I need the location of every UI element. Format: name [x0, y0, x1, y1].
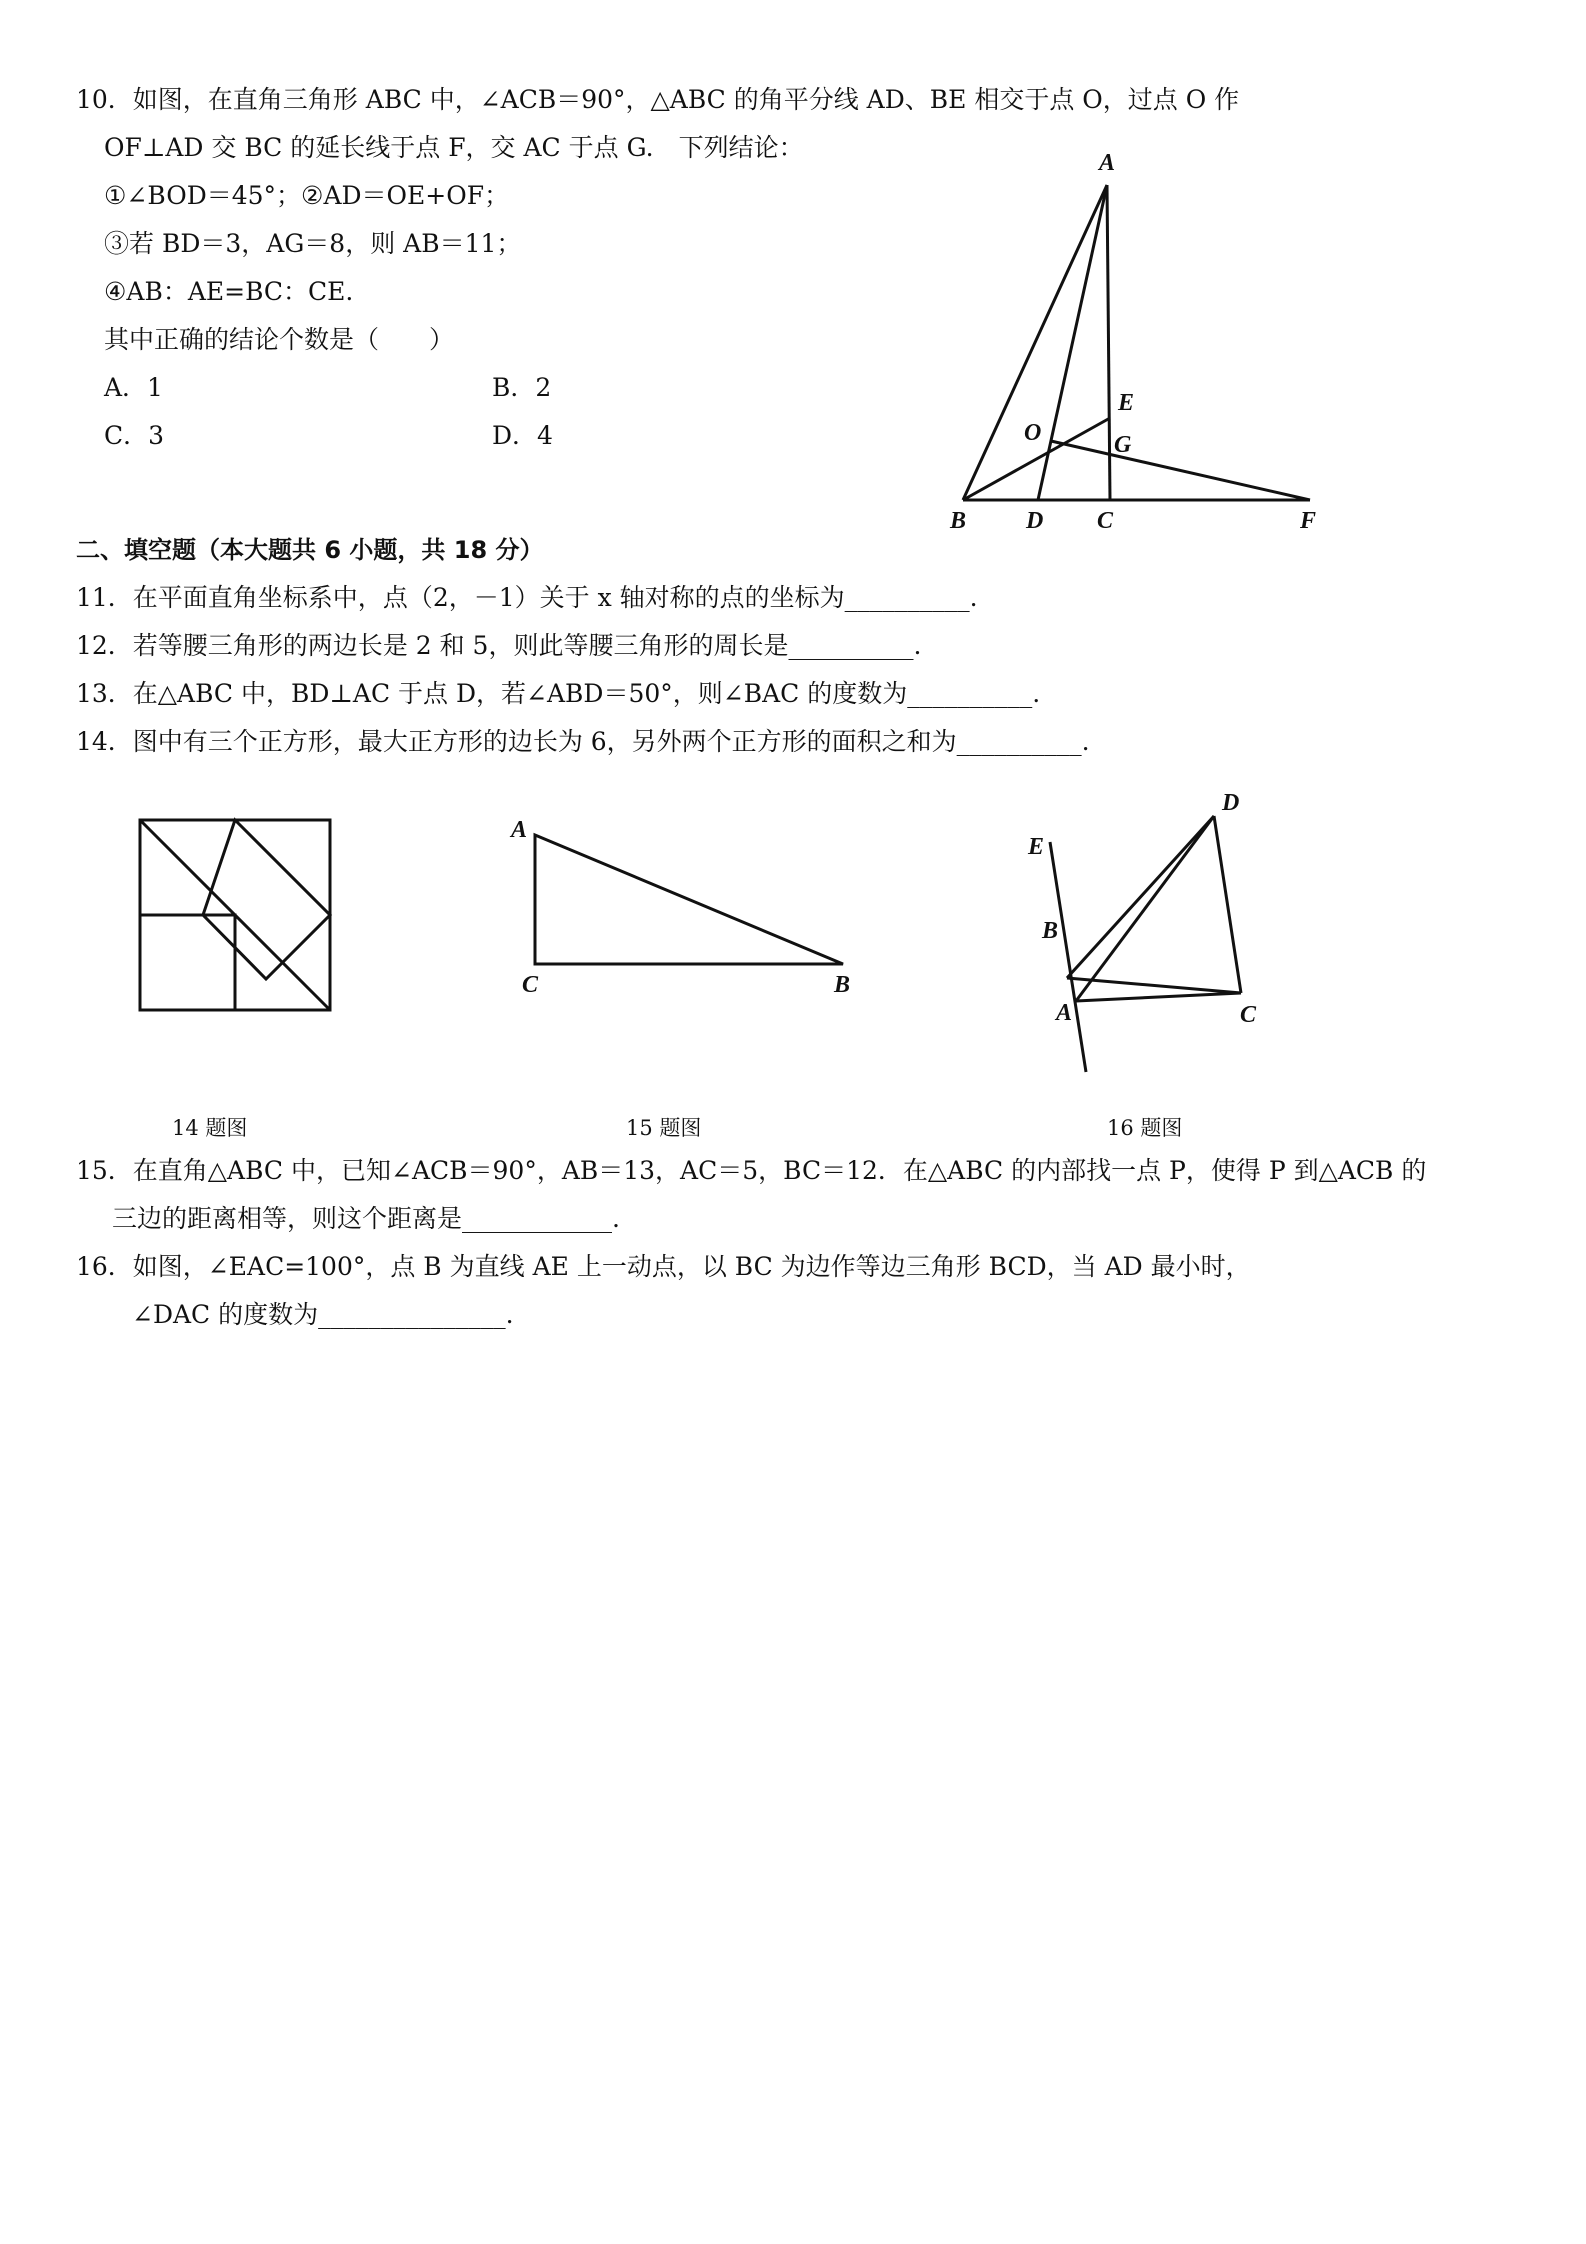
q10-label-c: C — [1097, 508, 1114, 534]
q10-label-f: F — [1300, 508, 1317, 534]
fig15-label-b: B — [834, 972, 851, 998]
fig16-label-a: A — [1056, 1000, 1073, 1026]
q10-label-g: G — [1114, 432, 1132, 458]
fig16-segment-AC — [1076, 993, 1241, 1001]
q10-label-o: O — [1024, 420, 1042, 446]
section-2-title: 二、填空题（本大题共 6 小题，共 18 分） — [76, 536, 544, 564]
q10-question: 其中正确的结论个数是（ ） — [104, 325, 455, 354]
fig15-caption: 15 题图 — [626, 1116, 702, 1140]
fig14-tilted-square — [203, 820, 330, 979]
fig16-label-d: D — [1222, 790, 1240, 816]
fig16-label-b: B — [1042, 918, 1059, 944]
q10-line1: 10．如图，在直角三角形 ABC 中，∠ACB＝90°，△ABC 的角平分线 AD、BE 相交于点 O，过点 O 作 — [76, 85, 1240, 114]
fig15-label-a: A — [511, 817, 528, 843]
q10-line2: OF⊥AD 交 BC 的延长线于点 F，交 AC 于点 G. 下列结论： — [104, 133, 804, 162]
fig14-caption: 14 题图 — [172, 1116, 248, 1140]
fig14-lower-square — [140, 915, 235, 1010]
q10-conclusion-3: ③若 BD＝3，AG＝8，则 AB＝11； — [104, 229, 522, 258]
q10-option-d: D．4 — [492, 421, 553, 450]
q10-segment-OF — [1051, 441, 1310, 500]
q10-figure — [0, 0, 1586, 560]
q16-line1: 16．如图，∠EAC=100°，点 B 为直线 AE 上一动点，以 BC 为边作等边三角形 BCD，当 AD 最小时， — [76, 1252, 1251, 1281]
fig15-right-triangle — [535, 835, 843, 964]
fig16-segment-AD — [1076, 816, 1214, 1001]
figures-14-16 — [0, 780, 1586, 1080]
fig15-triangle — [535, 835, 843, 964]
fig16-caption: 16 题图 — [1107, 1116, 1183, 1140]
q10-label-b: B — [950, 508, 967, 534]
fig16-lines — [1050, 816, 1241, 1072]
fig16-label-c: C — [1240, 1002, 1257, 1028]
fig16-label-e: E — [1028, 834, 1045, 860]
q10-label-a: A — [1099, 150, 1116, 176]
q10-option-b: B．2 — [492, 373, 552, 402]
fig16-segment-DC — [1214, 816, 1241, 993]
q10-segment-AB — [963, 185, 1107, 500]
q16-line2: ∠DAC 的度数为_______________. — [132, 1300, 514, 1329]
q10-option-a: A．1 — [104, 373, 163, 402]
q15-line1: 15．在直角△ABC 中，已知∠ACB＝90°，AB＝13，AC＝5，BC＝12．在△ABC 的内部找一点 P，使得 P 到△ACB 的 — [76, 1156, 1427, 1185]
q12: 12．若等腰三角形的两边长是 2 和 5，则此等腰三角形的周长是__________. — [76, 631, 922, 660]
q11: 11．在平面直角坐标系中，点（2，－1）关于 x 轴对称的点的坐标为__________. — [76, 583, 978, 612]
q14: 14．图中有三个正方形，最大正方形的边长为 6，另外两个正方形的面积之和为__________. — [76, 727, 1090, 756]
q10-option-c: C．3 — [104, 421, 165, 450]
fig16-segment-BD — [1067, 816, 1214, 978]
q10-label-e: E — [1118, 390, 1135, 416]
fig16-line-AE — [1050, 842, 1086, 1072]
q15-line2: 三边的距离相等，则这个距离是____________. — [112, 1204, 620, 1233]
q10-conclusion-4: ④AB：AE=BC：CE. — [104, 277, 354, 306]
q10-conclusion-1-2: ①∠BOD＝45°；②AD＝OE+OF； — [104, 181, 510, 210]
fig14-squares — [140, 820, 330, 1010]
q10-label-d: D — [1026, 508, 1044, 534]
fig15-label-c: C — [522, 972, 539, 998]
q13: 13．在△ABC 中，BD⊥AC 于点 D，若∠ABD＝50°，则∠BAC 的度数为__________. — [76, 679, 1041, 708]
